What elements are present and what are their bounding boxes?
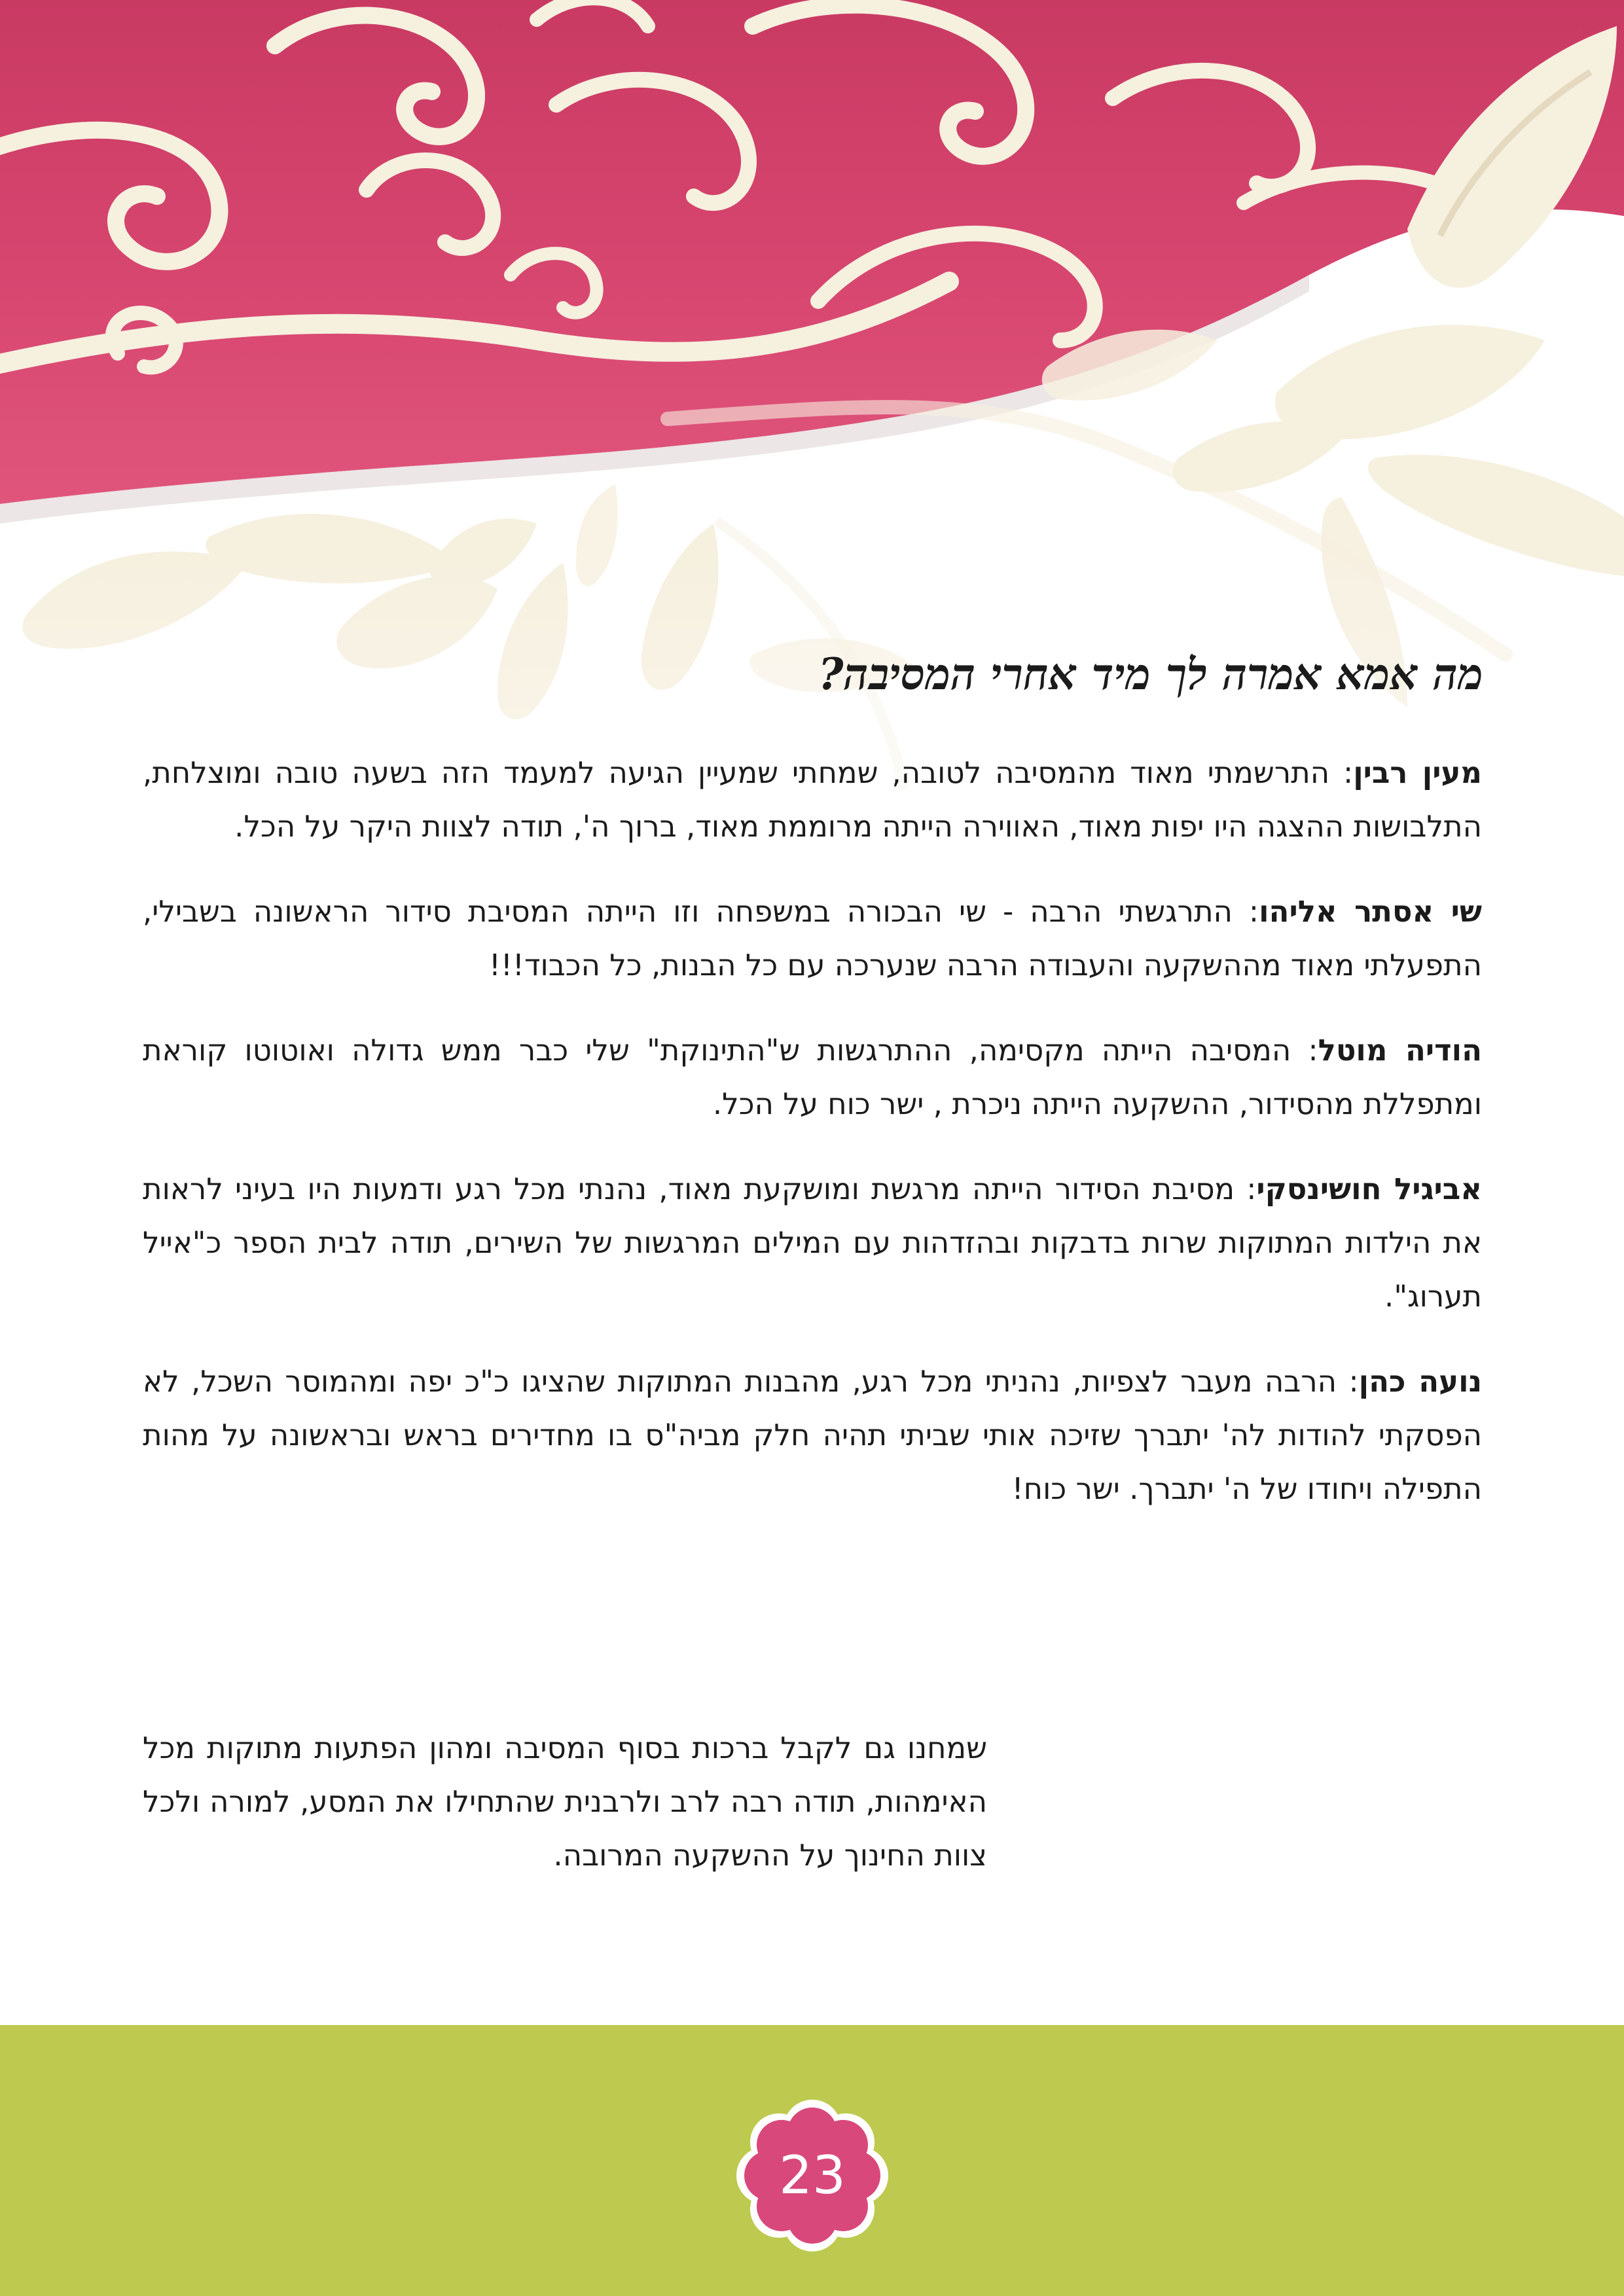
testimonial-paragraph	[143, 1162, 1482, 1323]
testimonial-paragraph	[143, 885, 1482, 992]
page-title: מה אמא אמרה לך מיד אחרי המסיבה?	[818, 649, 1483, 700]
page-number: 23	[779, 2145, 846, 2206]
testimonial-paragraph	[143, 746, 1482, 853]
closing-paragraph: שמחנו גם לקבל ברכות בסוף המסיבה ומהון הפתעות מתוקות מכל האימהות, תודה רבה לרב ולרבנית שהתחילו את המסע, למורה ולכל צוות החינוך על ההשקעה המרובה.	[143, 1731, 987, 1873]
testimonial-paragraph	[143, 1355, 1482, 1516]
testimonial-author: הודיה מוטל	[1318, 1033, 1482, 1067]
testimonial-author: אביגיל חושינסקי	[1256, 1172, 1483, 1206]
testimonial-paragraph	[143, 1024, 1482, 1131]
testimonial-text: : הרבה מעבר לצפיות, נהניתי מכל רגע, מהבנות המתוקות שהציגו כ"כ יפה ומהמוסר השכל, לא הפסקתי להודות לה' יתברך שזיכה אותי שביתי תהיה חלק מביה"ס בו מחדירים בראש ובראשונה על מהות התפילה ויחודו של ה' יתברך. ישר כוח!	[143, 1364, 1482, 1506]
testimonial-author: מעין רבין	[1353, 755, 1482, 790]
testimonial-text: : התרשמתי מאוד מהמסיבה לטובה, שמחתי שמעיין הגיעה למעמד הזה בשעה טובה ומוצלחת, התלבושות ההצגה היו יפות מאוד, האווירה הייתה מרוממת מאוד, ברוך ה', תודה לצוות היקר על הכל.	[143, 755, 1482, 844]
testimonial-text: : התרגשתי הרבה - שי הבכורה במשפחה וזו הייתה המסיבת סידור הראשונה בשבילי, התפעלתי מאוד מההשקעה והעבודה הרבה שנערכה עם כל הבנות, כל הכבוד!!!	[143, 894, 1482, 982]
testimonial-text: : המסיבה הייתה מקסימה, ההתרגשות ש"התינוקת" שלי כבר ממש גדולה ואוטוטו קוראת ומתפללת מהסידור, ההשקעה הייתה ניכרת , ישר כוח על הכל.	[143, 1033, 1482, 1121]
testimonial-author: נועה כהן	[1358, 1364, 1482, 1399]
testimonial-author: שי אסתר אליהו	[1259, 894, 1482, 929]
testimonial-text: : מסיבת הסידור הייתה מרגשת ומושקעת מאוד, נהנתי מכל רגע ודמעות היו בעיני לראות את הילדות המתוקות שרות בדבקות ובהזדהות עם המילים המרגשות של השירים, תודה לבית הספר כ"אייל תערוג".	[143, 1172, 1482, 1314]
testimonials-section	[143, 746, 1482, 1547]
